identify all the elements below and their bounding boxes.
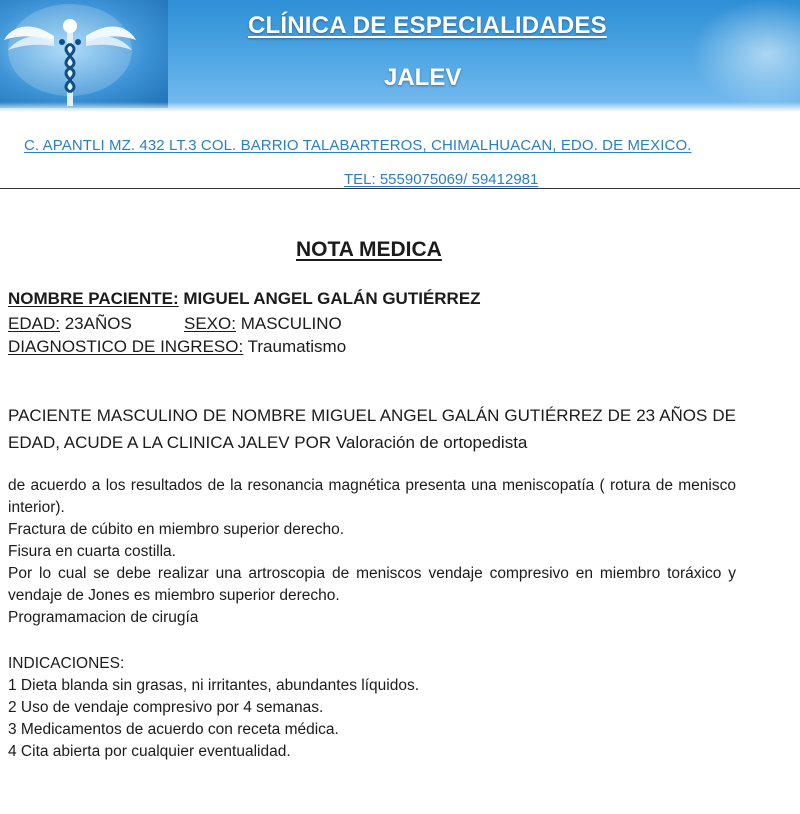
document-title: NOTA MEDICA: [296, 238, 442, 261]
sex-field: [184, 314, 342, 334]
diagnosis-label: DIAGNOSTICO DE INGRESO:: [8, 337, 244, 356]
findings-line: Fisura en cuarta costilla.: [8, 543, 176, 560]
age-label: EDAD:: [8, 314, 60, 333]
clinic-address: C. APANTLI MZ. 432 LT.3 COL. BARRIO TALABARTEROS, CHIMALHUACAN, EDO. DE MEXICO.: [24, 137, 692, 154]
clinic-name: CLÍNICA DE ESPECIALIDADES: [248, 12, 607, 39]
sex-label: SEXO:: [184, 314, 236, 333]
clinic-banner: [0, 0, 800, 112]
clinic-logo: [0, 0, 168, 108]
age-sex-row: [8, 314, 132, 334]
clinic-brand: JALEV: [384, 64, 462, 91]
patient-name-value: MIGUEL ANGEL GALÁN GUTIÉRREZ: [178, 289, 481, 308]
indication-item: 2 Uso de vendaje compresivo por 4 semanas.: [8, 699, 324, 716]
caduceus-icon: [0, 0, 168, 108]
diagnosis-row: [8, 337, 346, 357]
indications-block: [8, 653, 708, 763]
header-divider: [0, 188, 800, 189]
findings-line: Por lo cual se debe realizar una artroscopia de meniscos vendaje compresivo en miembro toráxico y vendaje de Jones es miembro superior derecho.: [8, 565, 736, 604]
banner-decoration: [690, 0, 800, 108]
patient-name-row: [8, 289, 481, 309]
findings-block: [8, 475, 736, 629]
indications-title: INDICACIONES:: [8, 655, 125, 672]
sex-value: MASCULINO: [235, 314, 342, 333]
findings-line: Fractura de cúbito en miembro superior derecho.: [8, 521, 344, 538]
indication-item: 3 Medicamentos de acuerdo con receta médica.: [8, 721, 339, 738]
findings-line: de acuerdo a los resultados de la resonancia magnética presenta una meniscopatía ( rotura de menisco interior).: [8, 477, 736, 516]
findings-line: Programamacion de cirugía: [8, 609, 199, 626]
indication-item: 1 Dieta blanda sin grasas, ni irritantes, abundantes líquidos.: [8, 677, 419, 694]
indication-item: 4 Cita abierta por cualquier eventualidad.: [8, 743, 291, 760]
patient-name-label: NOMBRE PACIENTE:: [8, 289, 179, 308]
intro-paragraph: PACIENTE MASCULINO DE NOMBRE MIGUEL ANGEL GALÁN GUTIÉRREZ DE 23 AÑOS DE EDAD, ACUDE A LA CLINICA JALEV POR Valoración de ortopedista: [8, 406, 736, 452]
age-value: 23AÑOS: [59, 314, 132, 333]
clinic-phone: TEL: 5559075069/ 59412981: [344, 171, 539, 188]
diagnosis-value: Traumatismo: [243, 337, 347, 356]
